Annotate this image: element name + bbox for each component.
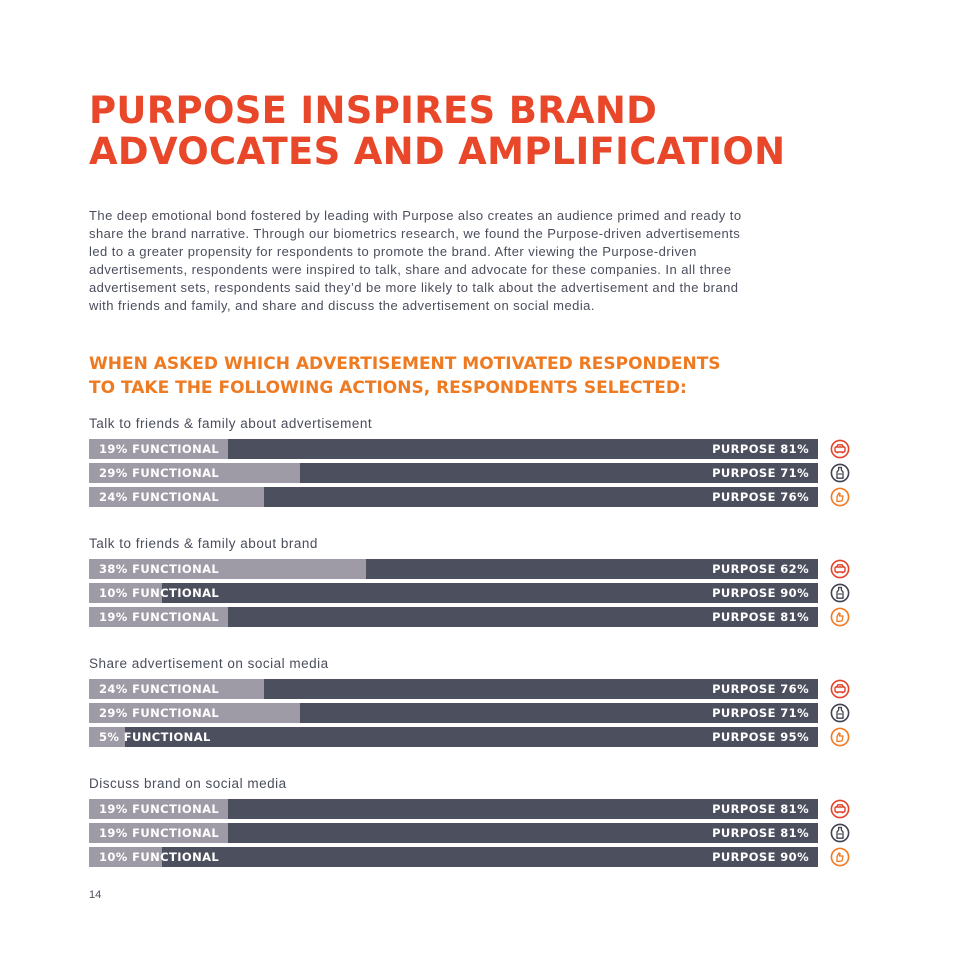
group-label: Share advertisement on social media [89, 656, 329, 671]
bar-row [89, 727, 869, 747]
purpose-bar [89, 463, 818, 483]
bar-row [89, 703, 869, 723]
intro-line: share the brand narrative. Through our biometrics research, we found the Purpose-driven advertisements [89, 226, 741, 241]
purpose-label: PURPOSE 90% [712, 586, 809, 600]
purpose-label: PURPOSE 81% [712, 442, 809, 456]
purpose-label: PURPOSE 71% [712, 706, 809, 720]
intro-line: advertisement sets, respondents said they’d be more likely to talk about the advertisement and the brand [89, 280, 739, 295]
bar-row [89, 439, 869, 459]
bar-row [89, 559, 869, 579]
functional-label: 24% FUNCTIONAL [99, 490, 220, 504]
purpose-label: PURPOSE 81% [712, 826, 809, 840]
purpose-bar [89, 583, 818, 603]
purpose-label: PURPOSE 71% [712, 466, 809, 480]
chart-group [89, 776, 869, 871]
bar-row [89, 463, 869, 483]
functional-label: 38% FUNCTIONAL [99, 562, 220, 576]
car-icon [830, 559, 850, 579]
intro-line: advertisements, respondents were inspired to talk, share and advocate for these companies. In all three [89, 262, 732, 277]
car-icon [830, 679, 850, 699]
chart-heading [89, 352, 721, 400]
group-label: Talk to friends & family about advertisement [89, 416, 373, 431]
hand-icon [830, 607, 850, 627]
purpose-label: PURPOSE 95% [712, 730, 809, 744]
page-number: 14 [89, 889, 102, 901]
bar-row [89, 487, 869, 507]
intro-line: The deep emotional bond fostered by leading with Purpose also creates an audience primed and ready to [89, 208, 742, 223]
bar-row [89, 847, 869, 867]
bar-row [89, 607, 869, 627]
purpose-bar [89, 847, 818, 867]
bottle-icon [830, 583, 850, 603]
purpose-label: PURPOSE 76% [712, 682, 809, 696]
hand-icon [830, 847, 850, 867]
title-line: PURPOSE INSPIRES BRAND [89, 89, 658, 132]
intro-line: with friends and family, and share and discuss the advertisement on social media. [89, 298, 595, 313]
purpose-label: PURPOSE 81% [712, 802, 809, 816]
purpose-label: PURPOSE 81% [712, 610, 809, 624]
purpose-bar [89, 679, 818, 699]
functional-label: 5% FUNCTIONAL [99, 730, 211, 744]
purpose-bar [89, 439, 818, 459]
functional-label: 29% FUNCTIONAL [99, 466, 220, 480]
bar-row [89, 823, 869, 843]
functional-label: 29% FUNCTIONAL [99, 706, 220, 720]
chart-group [89, 536, 869, 631]
purpose-bar [89, 559, 818, 579]
bar-row [89, 679, 869, 699]
title-line: ADVOCATES AND AMPLIFICATION [89, 130, 786, 173]
bar-row [89, 583, 869, 603]
purpose-bar [89, 727, 818, 747]
chart-group [89, 416, 869, 511]
bottle-icon [830, 463, 850, 483]
purpose-label: PURPOSE 90% [712, 850, 809, 864]
functional-label: 19% FUNCTIONAL [99, 802, 220, 816]
bottle-icon [830, 703, 850, 723]
bar-row [89, 799, 869, 819]
hand-icon [830, 487, 850, 507]
page-title [89, 90, 889, 172]
purpose-label: PURPOSE 76% [712, 490, 809, 504]
intro-paragraph [89, 207, 879, 315]
functional-label: 24% FUNCTIONAL [99, 682, 220, 696]
group-label: Talk to friends & family about brand [89, 536, 318, 551]
functional-label: 19% FUNCTIONAL [99, 826, 220, 840]
intro-line: led to a greater propensity for respondents to promote the brand. After viewing the Purpose-driven [89, 244, 697, 259]
purpose-bar [89, 487, 818, 507]
purpose-bar [89, 607, 818, 627]
chart-group [89, 656, 869, 751]
group-label: Discuss brand on social media [89, 776, 287, 791]
purpose-bar [89, 703, 818, 723]
purpose-bar [89, 823, 818, 843]
functional-label: 19% FUNCTIONAL [99, 610, 220, 624]
hand-icon [830, 727, 850, 747]
functional-label: 10% FUNCTIONAL [99, 586, 220, 600]
purpose-bar [89, 799, 818, 819]
bottle-icon [830, 823, 850, 843]
car-icon [830, 439, 850, 459]
purpose-label: PURPOSE 62% [712, 562, 809, 576]
car-icon [830, 799, 850, 819]
functional-label: 19% FUNCTIONAL [99, 442, 220, 456]
chart-heading-line: TO TAKE THE FOLLOWING ACTIONS, RESPONDENTS SELECTED: [89, 378, 687, 398]
chart-heading-line: WHEN ASKED WHICH ADVERTISEMENT MOTIVATED RESPONDENTS [89, 354, 721, 374]
functional-label: 10% FUNCTIONAL [99, 850, 220, 864]
